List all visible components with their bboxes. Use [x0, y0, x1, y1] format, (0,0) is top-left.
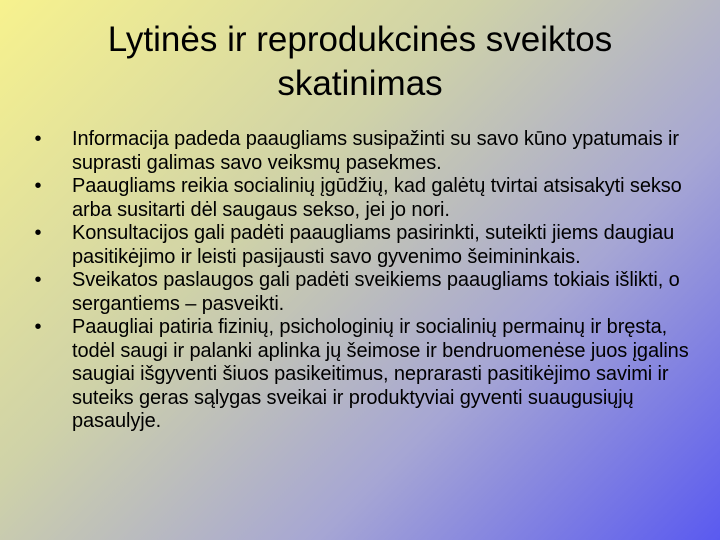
bullet-text: Informacija padeda paaugliams susipažinti su savo kūno ypatumais ir suprasti galimas savo veiksmų pasekmes. — [72, 128, 679, 174]
bullet-text: Sveikatos paslaugos gali padėti sveikiems paaugliams tokiais išlikti, o sergantiems – pasveikti. — [72, 269, 680, 315]
bullet-item — [30, 128, 690, 175]
bullet-marker: • — [34, 316, 42, 338]
bullet-marker: • — [34, 175, 42, 197]
bullet-marker: • — [34, 128, 42, 150]
bullet-marker: • — [34, 269, 42, 291]
bullet-text: Paaugliams reikia socialinių įgūdžių, kad galėtų tvirtai atsisakyti sekso arba susitarti dėl saugaus sekso, jei jo nori. — [72, 175, 682, 221]
slide-title — [40, 18, 680, 106]
bullet-item — [30, 175, 690, 222]
bullet-list — [30, 128, 690, 434]
slide-title-line-2: skatinimas — [277, 64, 443, 103]
slide-title-line-1: Lytinės ir reprodukcinės sveiktos — [107, 20, 613, 59]
bullet-text: Paaugliai patiria fizinių, psichologinių ir socialinių permainų ir bręsta, todėl saugi ir palanki aplinka jų šeimose ir bendruomenėse juos įgalins saugiai išgyventi šiuos pasikeitimus, neprarasti pasitikėjimo savimi ir suteiks geras sąlygas sveikai ir produktyviai gyventi suaugusiųjų pasaulyje. — [72, 316, 689, 432]
bullet-item — [30, 222, 690, 269]
bullet-text: Konsultacijos gali padėti paaugliams pasirinkti, suteikti jiems daugiau pasitikėjimo ir leisti pasijausti savo gyvenimo šeimininkais. — [72, 222, 675, 268]
bullet-item — [30, 269, 690, 316]
bullet-item — [30, 316, 690, 434]
bullet-marker: • — [34, 222, 42, 244]
